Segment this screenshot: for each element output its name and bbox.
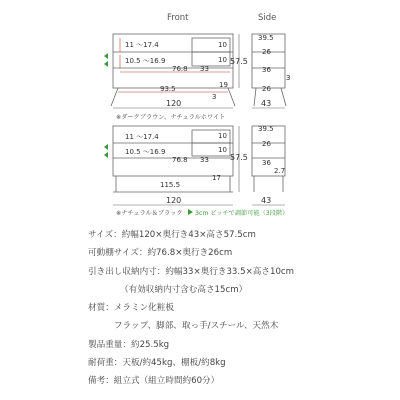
dim-height-b: 57.5 (230, 153, 248, 162)
side-36: 36 (262, 66, 271, 74)
dim-height: 57.5 (230, 57, 248, 66)
caption-top: ※ダークブラウン、ナチュラルホワイト (116, 114, 226, 121)
play-arrow-icon (188, 209, 193, 215)
dim-drawer-h1-b: 10 (218, 132, 227, 140)
side-depth-b: 43 (261, 196, 272, 205)
spec-drawer: 引き出し収納内寸：約幅33×奥行き33.5×高さ10cm (88, 266, 295, 277)
spec-material-2: フラップ、脚部、取っ手/スチール、天然木 (114, 321, 279, 332)
dim-inner-width: 76.8 (172, 65, 188, 73)
caption-bottom: ※ナチュラル＆ブラック (116, 210, 183, 217)
side-36-b: 36 (262, 159, 271, 167)
dim-drawer-width-b: 33 (200, 156, 209, 164)
arrow-green-icon (104, 61, 108, 67)
dim-drawer-h2: 10 (218, 56, 227, 64)
side-label: Side (258, 13, 277, 23)
side-26-b: 26 (262, 140, 271, 148)
arrow-green-icon (104, 152, 108, 158)
side-depth: 43 (261, 99, 272, 108)
side-depth-top: 39.5 (258, 34, 274, 42)
pitch-note: 3cm ピッチで調節可能（3段階） (195, 210, 289, 217)
spec-drawer-note: （有効収納内寸含む高さ15cm） (120, 284, 248, 295)
dim-inner-width-b: 76.8 (172, 156, 188, 164)
dim-total-width-b: 120 (166, 196, 182, 205)
dim-lower-range: 10.5 ～16.9 (125, 57, 166, 65)
front-label: Front (167, 13, 189, 23)
dim-shelf-range-b: 11 ～17.4 (125, 133, 159, 141)
spec-weight: 製品重量：約25.5kg (88, 339, 170, 350)
dim-total-width: 120 (166, 99, 182, 108)
dim-leg-span-b: 115.5 (160, 181, 181, 189)
spec-note: 備考：組立式（組立時間約60分） (88, 376, 220, 387)
side-depth-top-b: 39.5 (258, 125, 274, 133)
spec-size: サイズ：約幅120×奥行き43×高さ57.5cm (88, 230, 256, 240)
dim-drawer-width: 33 (200, 65, 209, 73)
side-27-b: 2.7 (274, 167, 286, 175)
side-26: 26 (262, 48, 271, 56)
side-3: 3 (286, 74, 291, 82)
dim-drawer-h1: 10 (218, 41, 227, 49)
spec-shelf: 可動棚サイズ：約76.8×奥行き26cm (88, 248, 233, 259)
spec-load: 耐荷重：天板/約45kg、棚板/約8kg (88, 358, 226, 369)
dim-leg-span: 93.5 (160, 85, 176, 93)
dim-leg-inset: 3 (212, 93, 217, 101)
dim-leg-h: 19 (219, 81, 228, 89)
dim-shelf-range: 11 ～17.4 (125, 41, 159, 49)
spec-list (88, 226, 398, 391)
spec-material: 材質：メラミン化粧板 (88, 303, 174, 314)
dim-leg-h-b: 17 (212, 174, 221, 182)
arrow-green-icon (104, 144, 108, 150)
side-26b: 26 (262, 85, 271, 93)
arrow-green-icon (104, 53, 108, 59)
dim-lower-range-b: 10.5 ～16.9 (125, 148, 166, 156)
dim-drawer-h2-b: 10 (218, 146, 227, 154)
